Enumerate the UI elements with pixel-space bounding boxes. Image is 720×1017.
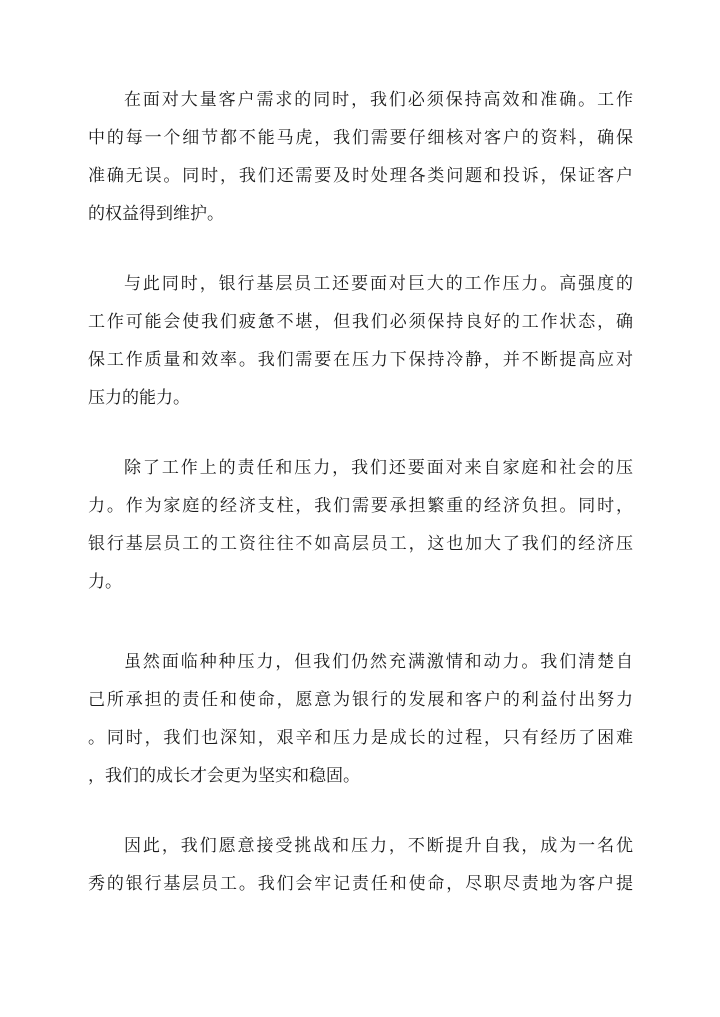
paragraph-3 bbox=[88, 449, 633, 601]
paragraph-5 bbox=[88, 827, 633, 903]
paragraph-line: 虽然面临种种压力，但我们仍然充满激情和动力。我们清楚自 bbox=[124, 652, 633, 672]
paragraph-line: 保工作质量和效率。我们需要在压力下保持冷静，并不断提高应对 bbox=[88, 350, 633, 370]
paragraph-2 bbox=[88, 265, 633, 417]
paragraph-line: 准确无误。同时，我们还需要及时处理各类问题和投诉，保证客户 bbox=[88, 166, 633, 186]
paragraph-line: ，我们的成长才会更为坚实和稳固。 bbox=[88, 766, 360, 786]
paragraph-line: 除了工作上的责任和压力，我们还要面对来自家庭和社会的压 bbox=[124, 458, 633, 478]
paragraph-line: 与此同时，银行基层员工还要面对巨大的工作压力。高强度的 bbox=[124, 274, 633, 294]
paragraph-4 bbox=[88, 643, 633, 795]
paragraph-line: 压力的能力。 bbox=[88, 388, 190, 408]
paragraph-line: 银行基层员工的工资往往不如高层员工，这也加大了我们的经济压 bbox=[88, 534, 633, 554]
paragraph-line: 工作可能会使我们疲惫不堪，但我们必须保持良好的工作状态，确 bbox=[88, 312, 633, 332]
paragraph-line: 力。作为家庭的经济支柱，我们需要承担繁重的经济负担。同时， bbox=[88, 496, 633, 516]
paragraph-line: 的权益得到维护。 bbox=[88, 204, 224, 224]
paragraph-line: 秀的银行基层员工。我们会牢记责任和使命，尽职尽责地为客户提 bbox=[88, 874, 633, 894]
paragraph-line: 。同时，我们也深知，艰辛和压力是成长的过程，只有经历了困难 bbox=[88, 728, 633, 748]
paragraph-line: 在面对大量客户需求的同时，我们必须保持高效和准确。工作 bbox=[124, 90, 633, 110]
paragraph-1 bbox=[88, 81, 633, 233]
paragraph-line: 因此，我们愿意接受挑战和压力，不断提升自我，成为一名优 bbox=[124, 836, 633, 856]
paragraph-line: 中的每一个细节都不能马虎，我们需要仔细核对客户的资料，确保 bbox=[88, 128, 633, 148]
paragraph-line: 己所承担的责任和使命，愿意为银行的发展和客户的利益付出努力 bbox=[88, 690, 633, 710]
paragraph-line: 力。 bbox=[88, 572, 122, 592]
